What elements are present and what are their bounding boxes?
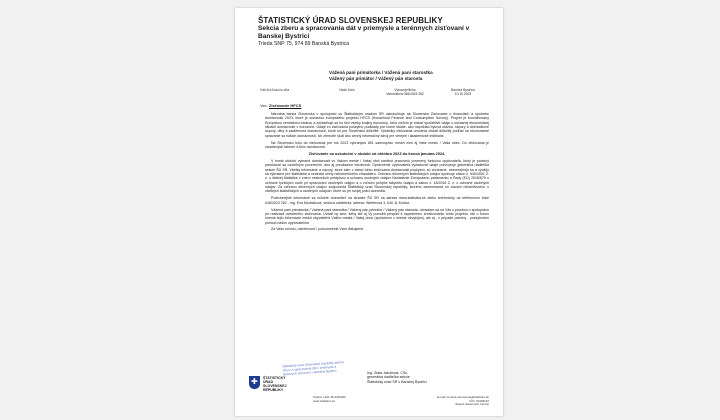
footer-email: E-mail: zuzana.varmosova@statistics.sk — [437, 395, 489, 399]
subject-label: Vec: — [260, 103, 268, 108]
signer-org: Štatistický úrad SR v Banskej Bystrici — [367, 379, 427, 384]
paragraph: V tomto období vybrané domácnosti vo Vašom meste / Vašej obci navštívi pracovník poverený funkciou opytovateľa, ktorý je povinný preukázať sa osobitným poverením, ako aj preukazom totožnosti. Oprávnenie opytovateľa vyžadovať údaje potvrdzuje generálna riaditeľka sekcie ŠÚ SR. Všetky informácie a názory, ktoré sám v rámci tohto zisťovania domácnosti poskytnú, sú chránené, nezverejňujú sa a využijú sa výhradne pre štatistické a vedecké účely nekomerčného charakteru. Ochranu dôverných štatistických údajov upravuje zákon č. 540/2001 Z. z. o štátnej štatistike v znení neskorších predpisov a ochranu osobných údajov Nariadenie Európskeho parlamentu a Rady (EÚ) 2016/679 o ochrane fyzických osôb pri spracúvaní osobných údajov a o voľnom pohybe takýchto údajov a zákon č. 18/2018 Z. z. o ochrane osobných údajov. Za ochranu dôverných údajov zodpovedá Štatistický úrad Slovenskej republiky, ktorého zamestnanci sú viazaní mlčanlivosťou o všetkých štatistických a osobných údajoch, ktoré sú pri svojej práci dozvedia. — [265, 158, 489, 194]
letter-page — [235, 8, 503, 416]
logo-line: ÚRAD — [263, 380, 274, 385]
ref-cell — [260, 88, 318, 96]
organization-name: ŠTATISTICKÝ ÚRAD SLOVENSKEJ REPUBLIKY — [258, 16, 443, 25]
ref-cell — [376, 88, 434, 96]
footer-web: www.statistics.sk — [313, 398, 335, 403]
paragraph: Podrobnejšie informácie sa môžete dozvedieť na stránke ŠÚ SR na adrese www.statistics.sk alebo telefonicky na telefónnom čísle 048/4323 262 - Ing. Eva Modráková, vedúca oddelenia, adresa: Werferova 3, 040 11 Košice. — [265, 196, 489, 205]
footer-classification: Stupeň dôvernosti: interné — [455, 402, 489, 407]
logo-line: REPUBLIKY — [263, 388, 284, 393]
paragraph: Národná banka Slovenska v spolupráci so Štatistickým úradom SR uskutočňuje na Slovensku Zisťovanie o financiách a spotrebe domácností 2023, ktoré je súčasťou európskeho projektu HFCS (Household Finance and Consumption Survey). Projekt je koordinovaný Európskou centrálnou bankou a zúčastňujú sa ho tiež všetky krajiny eurozóny. Jeho cieľom je získať spoľahlivé údaje o súčasnej ekonomickej situácii domácností v eurozóne. Údaje zo zisťovania poskytnú podklady pre rôzne štúdie, ako napríklad bytová otázka, úspory a dôchodkové úspory, dlhy a zadlženosť domácností, ktoré sú pre Slovensko dôležité. Výsledky zisťovania umožnia získať dôležitý pohľad na ekonomické správanie sa našich domácností. Ich zhrnutie slúži ako cenný informačný zdroj pre verejné i akademické inštitúcie. — [265, 112, 489, 138]
subject-text: Zisťovanie HFCS — [268, 103, 302, 108]
ref-label: Naše číslo — [339, 88, 355, 92]
salutation-line: Vážená pani primátorka / Vážená pani starostka — [329, 70, 433, 75]
ref-label: Banská Bystrica — [451, 88, 475, 92]
official-stamp: Štatistický úrad Slovenskej republiky sekcia zberu a spracovania dát v priemysle a terénnych zisťovaní v Banskej Bystrici — [282, 360, 344, 377]
logo-line: ŠTATISTICKÝ — [263, 376, 286, 380]
logo-line: SLOVENSKEJ — [263, 384, 287, 389]
ref-cell — [434, 88, 492, 96]
letter-footer — [313, 396, 489, 407]
survey-period: Zisťovanie sa uskutoční v období od októbra 2023 do konca januára 2024. — [308, 150, 446, 156]
ref-value: 10.10.2023 — [454, 92, 472, 97]
reference-row — [260, 88, 492, 96]
letterhead — [258, 16, 493, 47]
logo-text — [263, 376, 303, 392]
paragraph: Za Vašu ochotu, ústretovosť i porozumenie Vám ďakujeme. — [271, 227, 365, 232]
subject-line — [260, 103, 301, 108]
crest-icon — [249, 376, 260, 389]
signer-role: generálna riaditeľka sekcie — [367, 375, 410, 380]
office-logo — [249, 376, 287, 393]
ref-value: Varmošová 048/4323 262 — [386, 92, 424, 97]
footer-phone: Telefón +421 48 4323262 — [313, 395, 346, 399]
paragraph: Na Slovensku bolo do zisťovania pre rok 2023 vybraných 851 samospráv, medzi nimi aj Vaše mesto / Vaša obec. Do zisťovania je zaradených takmer 4-tisíc domácností. — [265, 140, 489, 149]
section-name: Sekcia zberu a spracovania dát v priemysle a terénnych zisťovaní v Banskej Bystrici — [258, 25, 470, 40]
salutation-line: Vážený pán primátor / Vážený pán starosta — [329, 75, 423, 81]
signer-name: Ing. Zlata Jakubová, CSc. — [367, 371, 409, 375]
paragraph: Vážená pani primátorka / Vážená pani starostka / Vážený pán primátor / Vážený pán starosta, obraciam sa na Vás s prosbou o spoluprácu pri realizácii uvedeného zisťovania. Uvítali by sme, keby ste aj Vy pomohli prispieť k úspešnému zrealizovaniu tohto projektu. Ide o formu šírenia tejto informácie medzi obyvateľmi Vášho mesta / Vašej obce (spôsobom v mieste obvyklým), ale aj - v prípade potreby - poskytnutím pomoci našim opytovateľom. — [265, 207, 489, 225]
ref-cell — [318, 88, 376, 96]
salutation-block — [329, 70, 494, 81]
footer-ico: IČO: 00166197 — [469, 398, 489, 403]
letter-body — [265, 112, 489, 234]
address: Trieda SNP 75, 974 89 Banská Bystrica — [258, 41, 350, 48]
ref-label: Váš list číslo/zo dňa — [260, 88, 290, 92]
signature-block — [367, 371, 487, 384]
ref-label: Vybavuje/linka — [394, 88, 416, 92]
